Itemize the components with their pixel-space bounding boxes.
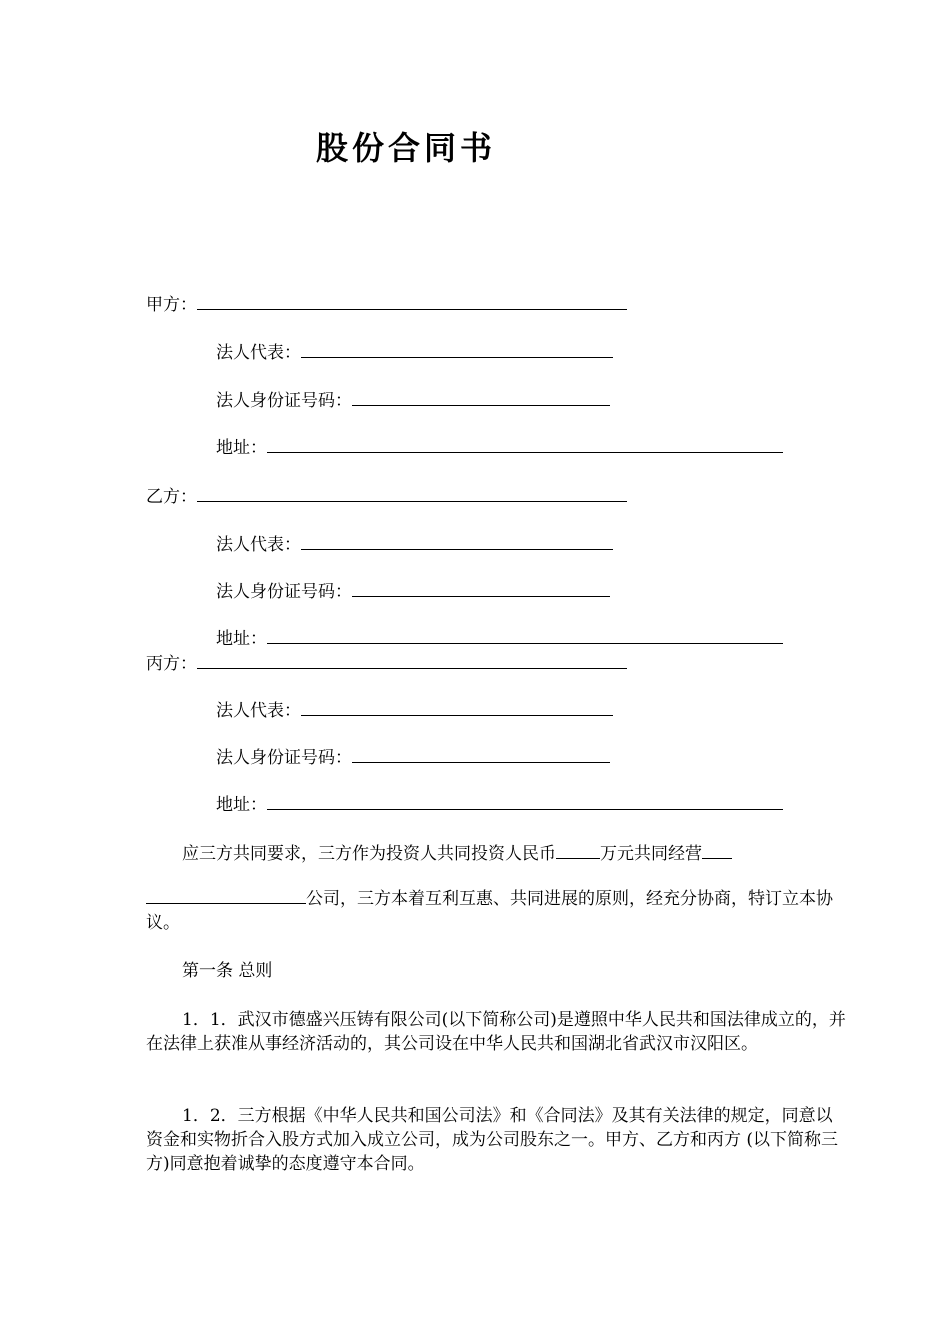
party-b-rep-label: 法人代表： (216, 535, 301, 555)
party-c-address-blank[interactable] (267, 793, 783, 810)
party-a-rep-blank[interactable] (301, 341, 613, 358)
party-b-address-row (216, 627, 783, 650)
party-a-address-label: 地址： (216, 438, 267, 458)
party-a-row (146, 293, 627, 316)
business-name-blank-start[interactable] (702, 842, 732, 859)
party-a-id-label: 法人身份证号码： (216, 391, 352, 411)
party-c-blank[interactable] (197, 652, 627, 669)
article-1-heading: 第一条 总则 (182, 961, 273, 981)
clause-1-2: 1．2．三方根据《中华人民共和国公司法》和《合同法》及其有关法律的规定，同意以资金和实物折合入股方式加入成立公司，成为公司股东之一。甲方、乙方和丙方 (以下简称三方)同意抱着诚挚的态度遵守本合同。 (146, 1106, 839, 1174)
party-b-address-blank[interactable] (267, 627, 783, 644)
intro-paragraph-continued (146, 887, 846, 935)
party-b-address-label: 地址： (216, 629, 267, 649)
party-a-rep-label: 法人代表： (216, 343, 301, 363)
document-title: 股份合同书 (316, 129, 497, 167)
party-a-blank[interactable] (197, 293, 627, 310)
party-a-id-row (216, 389, 610, 412)
intro-text-1: 应三方共同要求，三方作为投资人共同投资人民币 (182, 844, 556, 864)
party-b-id-row (216, 580, 610, 603)
party-b-blank[interactable] (197, 485, 627, 502)
party-c-rep-row (216, 699, 613, 722)
clause-1-1: 1．1．武汉市德盛兴压铸有限公司(以下简称公司)是遵照中华人民共和国法律成立的，并在法律上获准从事经济活动的，其公司设在中华人民共和国湖北省武汉市汉阳区。 (146, 1010, 846, 1054)
party-c-id-label: 法人身份证号码： (216, 748, 352, 768)
party-c-label: 丙方： (146, 654, 197, 674)
party-a-address-blank[interactable] (267, 436, 783, 453)
intro-text-3: 公司，三方本着互利互惠、共同进展的原则，经充分协商，特订立本协议。 (146, 889, 833, 933)
party-c-row (146, 652, 627, 675)
intro-line-1 (182, 842, 732, 865)
party-a-rep-row (216, 341, 613, 364)
party-a-address-row (216, 436, 783, 459)
party-c-rep-label: 法人代表： (216, 701, 301, 721)
intro-text-2: 万元共同经营 (600, 844, 702, 864)
party-a-label: 甲方： (146, 295, 197, 315)
party-b-id-blank[interactable] (352, 580, 610, 597)
party-b-row (146, 485, 627, 508)
party-b-id-label: 法人身份证号码： (216, 582, 352, 602)
party-c-rep-blank[interactable] (301, 699, 613, 716)
business-name-blank[interactable] (146, 888, 306, 904)
party-c-address-row (216, 793, 783, 816)
investment-amount-blank[interactable] (556, 842, 600, 859)
party-a-id-blank[interactable] (352, 389, 610, 406)
party-c-id-row (216, 746, 610, 769)
party-b-rep-blank[interactable] (301, 533, 613, 550)
party-b-label: 乙方： (146, 487, 197, 507)
party-c-id-blank[interactable] (352, 746, 610, 763)
party-c-address-label: 地址： (216, 795, 267, 815)
party-b-rep-row (216, 533, 613, 556)
